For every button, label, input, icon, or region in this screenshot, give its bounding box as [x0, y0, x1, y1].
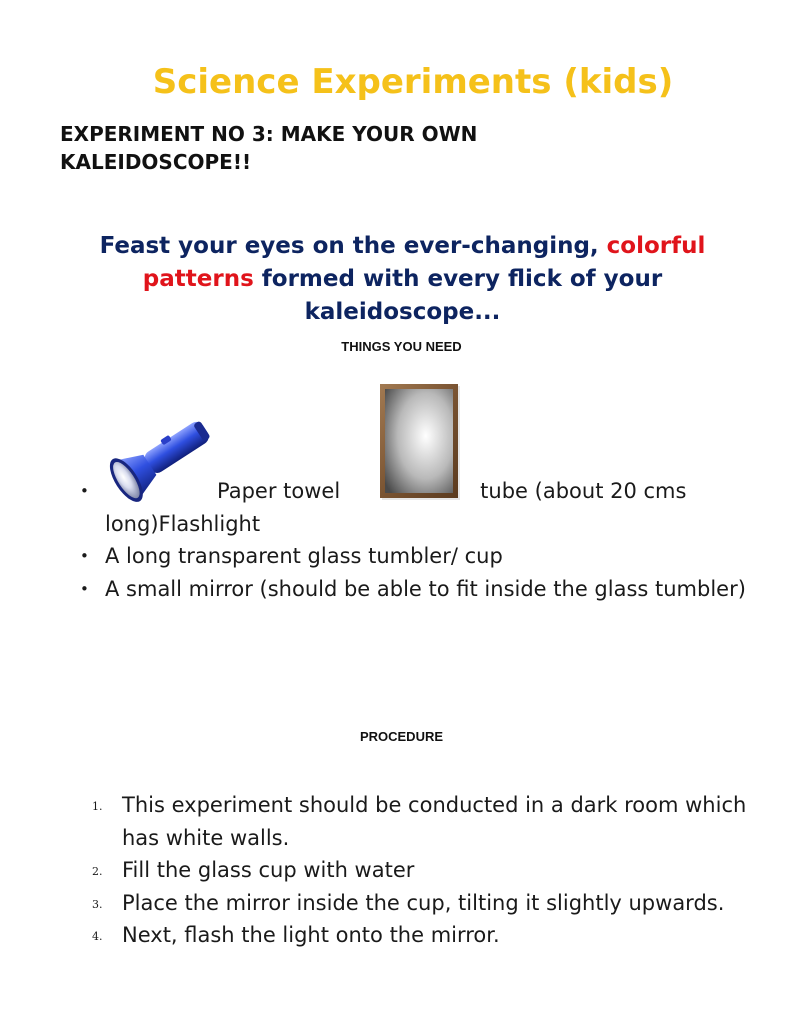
step-number: 3. — [92, 897, 103, 911]
item-text-after-mirror: tube (about 20 cms long)Flashlight — [105, 479, 687, 536]
step-text: Next, flash the light onto the mirror. — [122, 923, 500, 947]
step-number: 2. — [92, 865, 103, 878]
tagline — [60, 230, 745, 329]
list-item — [80, 540, 760, 573]
experiment-heading: EXPERIMENT NO 3: MAKE YOUR OWN KALEIDOSCOPE!! — [60, 122, 478, 174]
bullet: • — [80, 482, 89, 500]
step-text: This experiment should be conducted in a dark room which has white walls. — [122, 793, 747, 850]
page-title: Science Experiments (kids) — [152, 62, 674, 102]
tagline-text-start: Feast your eyes on the ever-changing, — [99, 233, 607, 259]
item-text: A small mirror (should be able to fit inside the glass tumbler) — [105, 576, 746, 601]
things-you-need-list — [80, 475, 760, 605]
procedure-step — [92, 789, 752, 854]
things-you-need-heading: THINGS YOU NEED — [341, 339, 462, 354]
step-number: 1. — [92, 800, 103, 813]
procedure-step — [92, 854, 752, 887]
bullet: • — [80, 579, 89, 598]
bullet: • — [80, 547, 89, 565]
procedure-list — [92, 789, 752, 952]
item-text-before-mirror: Paper towel — [217, 479, 341, 503]
mirror-image — [340, 476, 480, 508]
step-text: Fill the glass cup with water — [122, 858, 415, 882]
flashlight-image — [105, 476, 217, 508]
step-text: Place the mirror inside the cup, tilting it slightly upwards. — [122, 890, 725, 915]
mirror-icon — [378, 382, 464, 504]
flashlight-icon — [103, 413, 219, 507]
step-number: 4. — [92, 930, 103, 943]
tagline-highlight: colorful patterns — [142, 233, 706, 292]
list-item — [80, 475, 760, 540]
procedure-heading: PROCEDURE — [359, 729, 444, 744]
tagline-text-end: formed with every flick of your kaleidoscope... — [253, 266, 663, 325]
list-item — [80, 573, 760, 606]
procedure-step — [92, 919, 752, 952]
item-text: A long transparent glass tumbler/ cup — [105, 544, 503, 568]
procedure-step — [92, 887, 752, 920]
